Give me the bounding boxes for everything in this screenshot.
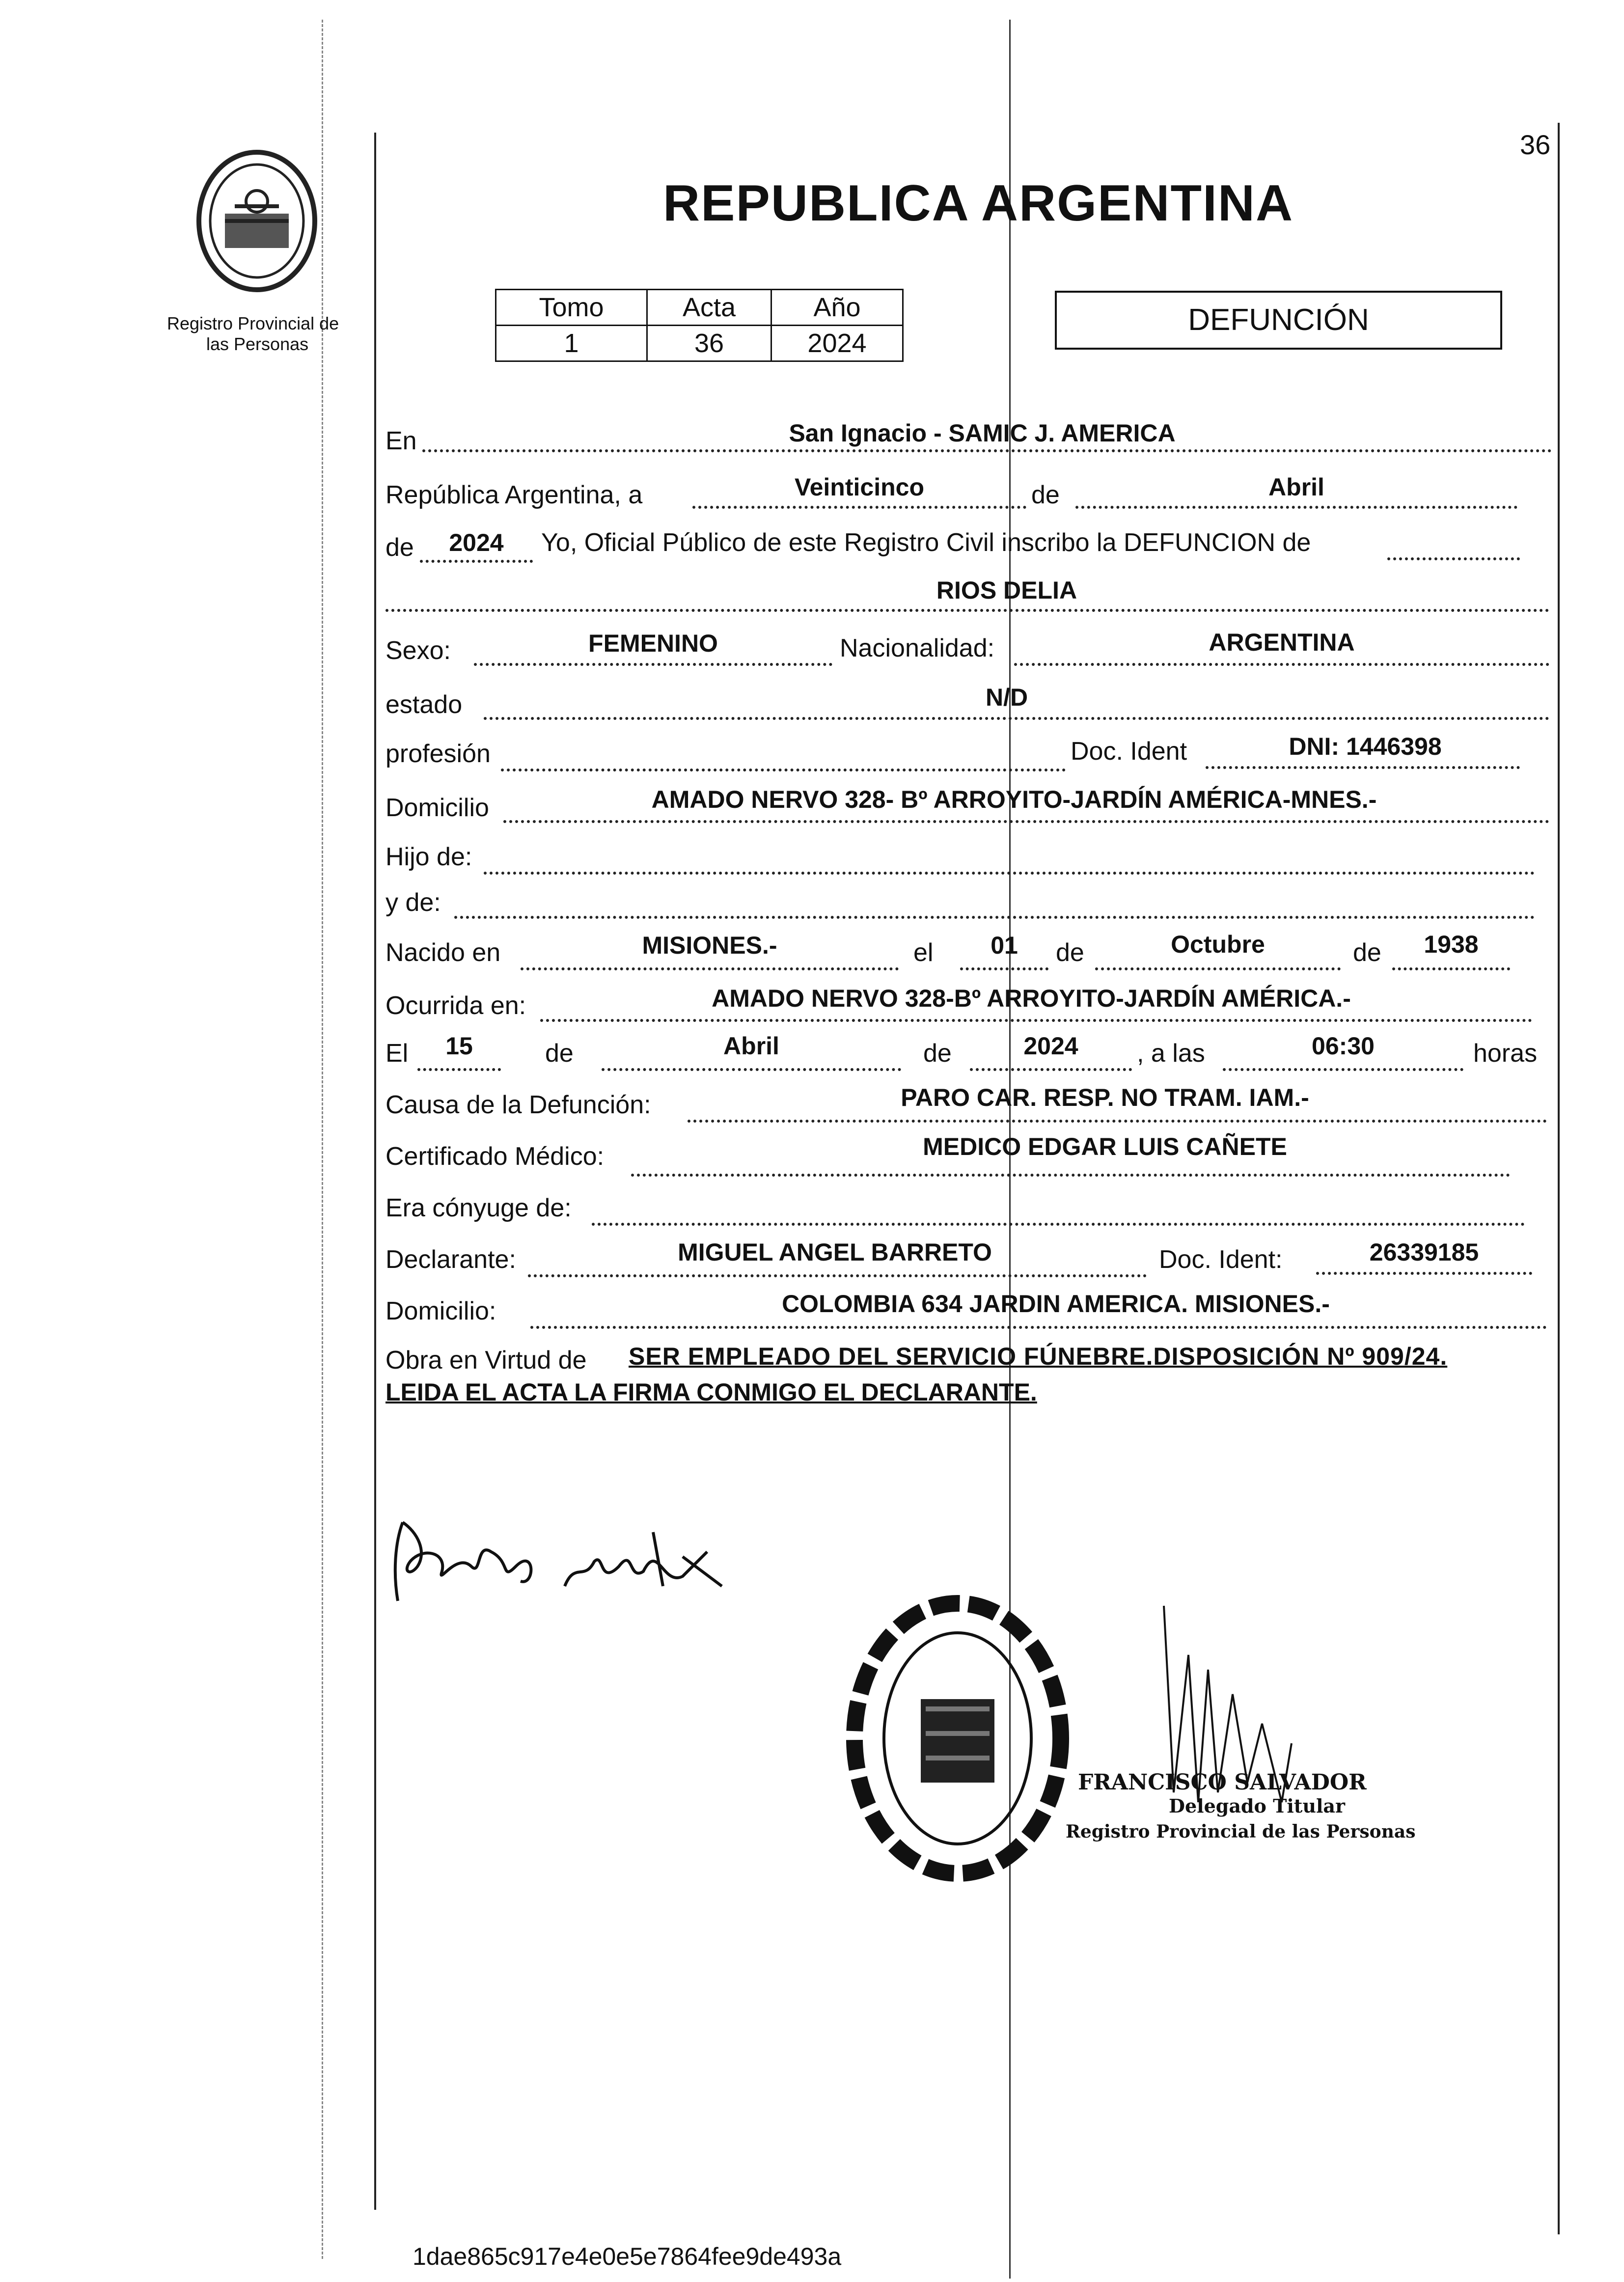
official-name: FRANCISCO SALVADOR	[1078, 1770, 1367, 1795]
yo-dots	[1387, 557, 1520, 560]
ocurrida-dots	[540, 1019, 1532, 1022]
ocurrida-value: AMADO NERVO 328-Bº ARROYITO-JARDÍN AMÉRICA.-	[712, 985, 1351, 1012]
nacido-dots	[521, 967, 899, 970]
domicilio2-dots	[530, 1326, 1547, 1329]
causa-value: PARO CAR. RESP. NO TRAM. IAM.-	[901, 1084, 1309, 1111]
causa-dots	[688, 1120, 1547, 1123]
republica-label: República Argentina, a	[385, 481, 643, 509]
def-mes-dots	[602, 1068, 901, 1071]
nacido-label: Nacido en	[385, 938, 501, 967]
profesion-label: profesión	[385, 740, 491, 768]
mes-value: Abril	[1268, 473, 1324, 501]
official-org: Registro Provincial de las Personas	[1066, 1821, 1416, 1842]
certificado-dots	[631, 1174, 1510, 1177]
margin-line-left	[322, 20, 323, 2259]
org-name-line1: Registro Provincial de	[167, 313, 339, 333]
el2-label: El	[385, 1039, 409, 1068]
doc-type-box: DEFUNCIÓN	[1055, 291, 1502, 350]
decl-doc-value: 26339185	[1369, 1238, 1479, 1266]
def-anio-value: 2024	[1023, 1032, 1078, 1060]
anio-dots	[420, 560, 533, 563]
el-label: el	[913, 938, 934, 967]
nac-mes-value: Octubre	[1171, 931, 1265, 958]
en-label: En	[385, 427, 417, 455]
nac-de1-label: de	[1056, 938, 1084, 967]
domicilio-label: Domicilio	[385, 794, 489, 822]
nac-dia-value: 01	[991, 932, 1018, 959]
sexo-value: FEMENINO	[588, 630, 718, 657]
acta-value: 36	[647, 326, 771, 361]
estado-label: estado	[385, 690, 463, 719]
declarant-signature	[388, 1512, 732, 1616]
def-hora-value: 06:30	[1312, 1032, 1375, 1060]
y-de-label: y de:	[385, 888, 441, 917]
nacionalidad-dots	[1014, 663, 1549, 666]
decl-doc-label: Doc. Ident:	[1159, 1245, 1283, 1274]
yo-text: Yo, Oficial Público de este Registro Civil inscribo la DEFUNCION de	[541, 528, 1311, 557]
domicilio2-label: Domicilio:	[385, 1297, 496, 1325]
declarante-label: Declarante:	[385, 1245, 516, 1274]
doc-ident-value: DNI: 1446398	[1289, 733, 1442, 760]
doc-ident-dots	[1206, 766, 1520, 769]
de-label: de	[1031, 481, 1060, 509]
y-de-dots	[454, 916, 1535, 919]
estado-value: N/D	[985, 684, 1028, 711]
conyuge-label: Era cónyuge de:	[385, 1194, 572, 1222]
tomo-value: 1	[496, 326, 647, 361]
registry-table	[495, 289, 904, 362]
mes-dots	[1075, 506, 1517, 509]
nacido-value: MISIONES.-	[642, 932, 777, 959]
declarante-dots	[528, 1274, 1147, 1277]
official-title: Delegado Titular	[1169, 1795, 1346, 1817]
def-hora-dots	[1223, 1068, 1463, 1071]
domicilio2-value: COLOMBIA 634 JARDIN AMERICA. MISIONES.-	[782, 1290, 1330, 1318]
anio-value: 2024	[771, 326, 903, 361]
page-number: 36	[1520, 129, 1551, 160]
conyuge-dots	[592, 1223, 1525, 1226]
ocurrida-label: Ocurrida en:	[385, 991, 526, 1020]
en-dots	[422, 449, 1552, 452]
hijo-dots	[484, 872, 1535, 875]
anio-header: Año	[771, 290, 903, 326]
document-hash: 1dae865c917e4e0e5e7864fee9de493a	[413, 2243, 842, 2270]
nombre-dots	[385, 609, 1549, 612]
certificado-value: MEDICO EDGAR LUIS CAÑETE	[923, 1133, 1287, 1160]
horas-label: horas	[1473, 1039, 1538, 1068]
def-mes-value: Abril	[723, 1032, 779, 1060]
tomo-header: Tomo	[496, 290, 647, 326]
domicilio-value: AMADO NERVO 328- Bº ARROYITO-JARDÍN AMÉRICA-MNES.-	[651, 786, 1377, 813]
decl-doc-dots	[1316, 1272, 1532, 1275]
official-stamp	[842, 1591, 1073, 1886]
sexo-dots	[474, 663, 832, 666]
domicilio-dots	[503, 820, 1549, 823]
certificado-label: Certificado Médico:	[385, 1142, 605, 1171]
page-border-right	[1558, 123, 1560, 2234]
dia-value: Veinticinco	[795, 473, 924, 501]
declarante-value: MIGUEL ANGEL BARRETO	[678, 1238, 992, 1266]
profesion-dots	[501, 769, 1066, 771]
nac-anio-value: 1938	[1424, 931, 1479, 958]
acta-header: Acta	[647, 290, 771, 326]
page-border-left	[374, 133, 376, 2210]
def-anio-dots	[970, 1068, 1132, 1071]
obra-value-line2: LEIDA EL ACTA LA FIRMA CONMIGO EL DECLARANTE.	[385, 1378, 1037, 1406]
en-value: San Ignacio - SAMIC J. AMERICA	[789, 419, 1176, 447]
nacionalidad-value: ARGENTINA	[1209, 629, 1355, 656]
estado-dots	[484, 717, 1549, 720]
nacionalidad-label: Nacionalidad:	[840, 634, 995, 662]
nombre-value: RIOS DELIA	[936, 577, 1077, 604]
dia-dots	[692, 506, 1026, 509]
doc-ident-label: Doc. Ident	[1071, 737, 1187, 766]
sexo-label: Sexo:	[385, 636, 451, 665]
misiones-seal-logo	[186, 147, 328, 300]
org-name-line2: las Personas	[206, 334, 309, 354]
def-dia-dots	[417, 1068, 501, 1071]
nac-de2-label: de	[1353, 938, 1381, 967]
a-las-label: , a las	[1137, 1039, 1205, 1068]
def-de2-label: de	[923, 1039, 952, 1068]
official-signature	[1144, 1596, 1306, 1891]
country-title: REPUBLICA ARGENTINA	[663, 175, 1294, 232]
def-de1-label: de	[545, 1039, 574, 1068]
de2-label: de	[385, 533, 414, 562]
nac-mes-dots	[1095, 967, 1341, 970]
hijo-label: Hijo de:	[385, 843, 472, 871]
nac-dia-dots	[960, 967, 1048, 970]
def-dia-value: 15	[445, 1032, 473, 1060]
obra-label: Obra en Virtud de	[385, 1346, 587, 1375]
anio-value: 2024	[449, 529, 504, 556]
obra-value-line1: SER EMPLEADO DEL SERVICIO FÚNEBRE.DISPOSICIÓN Nº 909/24.	[629, 1343, 1448, 1370]
causa-label: Causa de la Defunción:	[385, 1091, 651, 1119]
nac-anio-dots	[1392, 967, 1510, 970]
